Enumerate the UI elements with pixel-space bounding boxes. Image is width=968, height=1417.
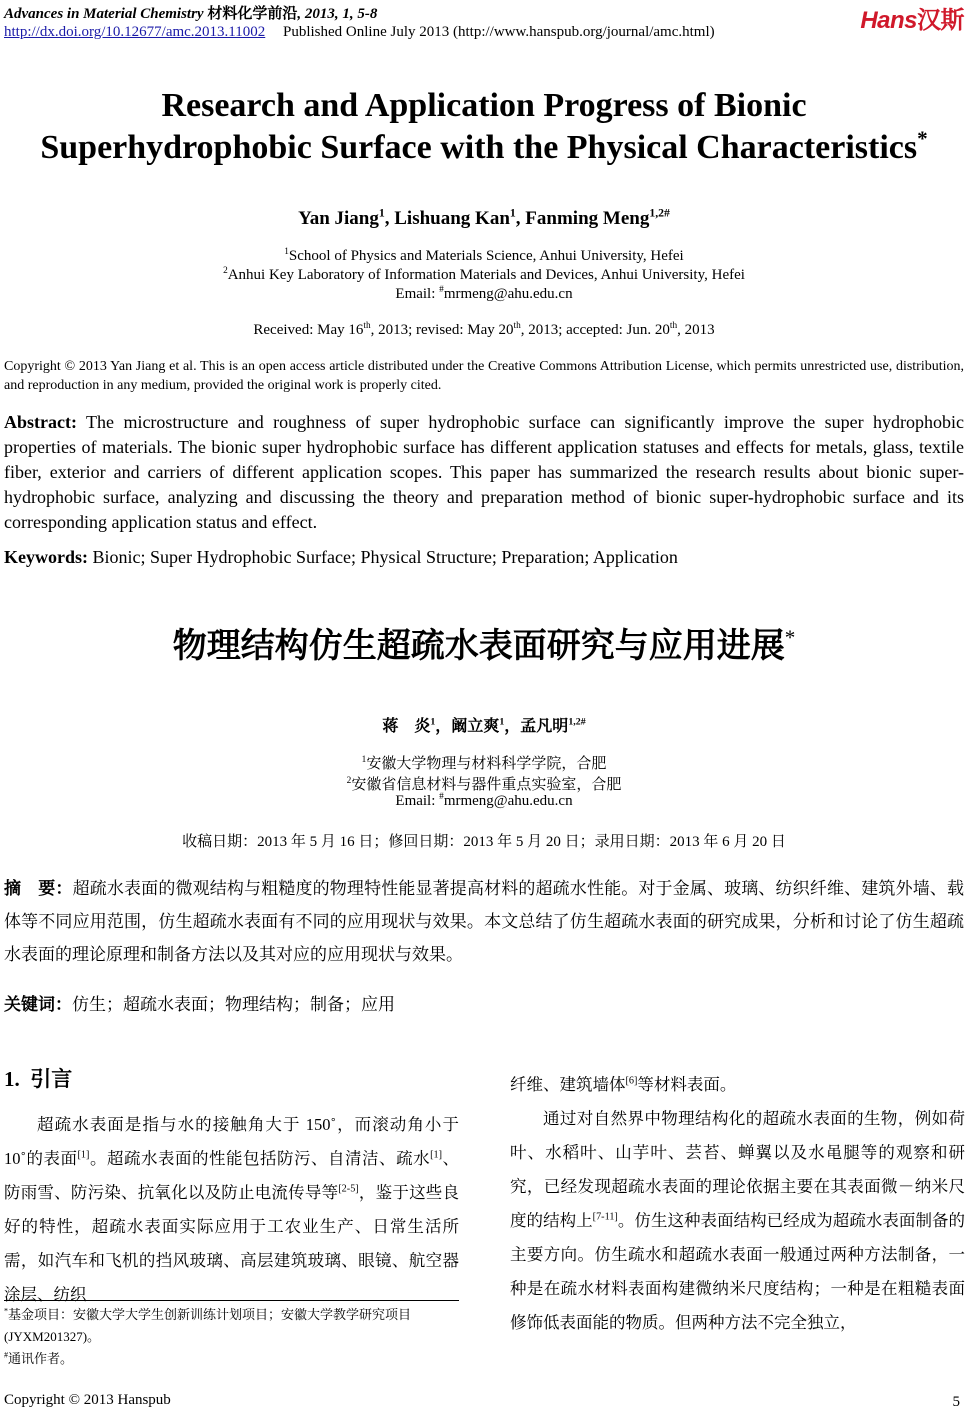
date-sup: th [669, 321, 678, 331]
zh-email-line [0, 793, 968, 810]
paragraph [510, 1102, 965, 1340]
footnote-funding [4, 1304, 459, 1348]
title-mark: * [917, 126, 928, 151]
date-accepted: , 2013; accepted: Jun. 20 [520, 322, 670, 338]
page-number: 5 [952, 1394, 960, 1410]
affiliation-1 [0, 248, 968, 265]
logo-text-en: Hans [860, 7, 917, 34]
zh-author-2-sup: 1 [499, 716, 505, 728]
zh-affiliation-2-sup: 2 [346, 776, 352, 786]
author-list [0, 208, 968, 230]
footnotes [4, 1304, 459, 1370]
chinese-abstract [4, 872, 964, 971]
abstract-text: The microstructure and roughness of super hydrophobic surface can significantly improve the super hydrophobic properties of materials. The bionic super hydrophobic surface has different application statuses and effects for metals, glass, textile fiber, exterior and carriers of different application scopes. This paper has summarized the research results about bionic super-hydrophobic surface, analyzing and discussing the theory and preparation method of bionic super-hydrophobic surface and its corresponding application status and effect. [4, 412, 964, 532]
citation-ref: [6] [625, 1075, 638, 1087]
chinese-author-list [0, 713, 968, 736]
journal-header [4, 2, 377, 23]
citation-ref: [1] [77, 1149, 90, 1161]
affiliation-2 [0, 267, 968, 284]
chinese-keywords [4, 990, 395, 1015]
doi-link[interactable]: http://dx.doi.org/10.12677/amc.2013.11002 [4, 24, 266, 40]
keywords-label: Keywords: [4, 547, 88, 567]
zh-email-address[interactable]: mrmeng@ahu.edu.cn [443, 793, 573, 809]
title-line-2 [0, 127, 968, 169]
zh-affiliation-1-text: 安徽大学物理与材料科学学院，合肥 [366, 756, 607, 772]
zh-keywords-label: 关键词： [4, 995, 72, 1014]
section-title: 引言 [30, 1067, 73, 1091]
date-revised: , 2013; revised: May 20 [370, 322, 514, 338]
affiliation-2-text: Anhui Key Laboratory of Information Materials and Devices, Anhui University, Hefei [227, 267, 745, 283]
author-1: Yan Jiang [298, 208, 379, 229]
chinese-title-text: 物理结构仿生超疏水表面研究与应用进展 [172, 626, 785, 666]
citation-ref: [1] [430, 1149, 443, 1161]
author-2: Lishuang Kan [394, 208, 510, 229]
zh-author-sep: ， [435, 718, 452, 735]
email-address[interactable]: mrmeng@ahu.edu.cn [443, 286, 573, 302]
date-sup: th [513, 321, 521, 331]
zh-keywords-text: 仿生；超疏水表面；物理结构；制备；应用 [72, 995, 395, 1014]
zh-affiliation-2 [0, 773, 968, 794]
journal-name: Advances in Material Chemistry [4, 6, 204, 22]
affiliation-1-text: School of Physics and Materials Science, Anhui University, Hefei [288, 248, 684, 264]
email-label: Email: [395, 286, 440, 302]
citation-ref: [7-11] [592, 1211, 618, 1223]
zh-author-sep: ， [504, 718, 521, 735]
header-links [4, 24, 715, 41]
abstract [4, 410, 964, 535]
author-sep: , [515, 208, 526, 229]
footnote-mark: * [4, 1306, 9, 1316]
email-line [0, 286, 968, 303]
footer-copyright: Copyright © 2013 Hanspub [4, 1392, 171, 1408]
footnote-mark: # [4, 1350, 9, 1360]
footnote-divider [4, 1300, 459, 1301]
email-sup: # [439, 285, 444, 295]
affiliation-1-sup: 1 [284, 247, 289, 257]
para-text: 通过对自然界中物理结构化的超疏水表面的生物，例如荷叶、水稻叶、山芋叶、芸苔、蝉翼以及水黾腿等的观察和研究，已经发现超疏水表面的理论依据主要在其表面微－纳米尺度的结构上 [510, 1109, 965, 1230]
chinese-title [0, 618, 968, 667]
zh-author-1: 蒋 炎 [382, 718, 431, 735]
zh-email-label: Email: [395, 793, 440, 809]
keywords [4, 547, 678, 568]
abstract-label: Abstract: [4, 412, 77, 432]
paragraph [4, 1108, 459, 1312]
para-text: ，鉴于这些良好的特性，超疏水表面实际应用于工农业生产、日常生活所需，如汽车和飞机的挡风玻璃、高层建筑玻璃、眼镜、航空器涂层、纺织 [4, 1183, 460, 1304]
body-right-column [510, 1068, 965, 1340]
zh-abstract-text: 超疏水表面的微观结构与粗糙度的物理特性能显著提高材料的超疏水性能。对于金属、玻璃、纺织纤维、建筑外墙、载体等不同应用范围，仿生超疏水表面有不同的应用现状与效果。本文总结了仿生超疏水表面的研究成果，分析和讨论了仿生超疏水表面的理论原理和制备方法以及其对应的应用现状与效果。 [4, 879, 965, 964]
hanspub-logo [860, 0, 964, 35]
para-text: 。仿生这种表面结构已经成为超疏水表面制备的主要方向。仿生疏水和超疏水表面一般通过两种方法制备，一种是在疏水材料表面构建微纳米尺度结构；一种是在粗糙表面修饰低表面能的物质。但两种方法不完全独立， [510, 1211, 966, 1332]
zh-author-3: 孟凡明 [520, 718, 569, 735]
footnote-corresponding [4, 1348, 459, 1370]
zh-dates: 收稿日期：2013 年 5 月 16 日；修回日期：2013 年 5 月 20 日；录用日期：2013 年 6 月 20 日 [182, 834, 786, 850]
author-sep: , [384, 208, 395, 229]
para-text: 等材料表面。 [637, 1075, 737, 1094]
para-text: 。超疏水表面的性能包括防污、自清洁、疏水 [89, 1149, 431, 1168]
date-received: Received: May 16 [253, 322, 364, 338]
author-2-sup: 1 [509, 206, 516, 220]
para-text: 纤维、建筑墙体 [510, 1075, 626, 1094]
zh-author-3-sup: 1,2# [568, 716, 586, 728]
published-online: Published Online July 2013 (http://www.hanspub.org/journal/amc.html) [283, 24, 715, 40]
keywords-text: Bionic; Super Hydrophobic Surface; Physical Structure; Preparation; Application [88, 547, 678, 567]
zh-affiliation-1-sup: 1 [361, 755, 367, 765]
title-line-1: Research and Application Progress of Bionic [161, 87, 807, 124]
zh-author-1-sup: 1 [430, 716, 436, 728]
date-sup: th [363, 321, 371, 331]
para-text: 超疏水表面是指与水的接触角大于 150˚，而滚动角小于 10˚的表面 [4, 1115, 459, 1168]
journal-name-zh: 材料化学前沿 [207, 6, 298, 22]
zh-affiliation-2-text: 安徽省信息材料与器件重点实验室，合肥 [351, 777, 622, 793]
citation-ref: [2-5] [338, 1183, 359, 1195]
para-text: 、防雨雪、防污染、抗氧化以及防止电流传导等 [4, 1149, 460, 1202]
zh-affiliation-1 [0, 752, 968, 773]
copyright-notice: Copyright © 2013 Yan Jiang et al. This is an open access article distributed under the Creative Commons Attribution License, which permits unrestricted use, distribution, and reproduction in any medium, provided the original work is properly cited. [4, 359, 964, 393]
section-number: 1. [4, 1067, 20, 1091]
footnote-text: 通讯作者。 [8, 1351, 74, 1366]
paragraph-continued [510, 1068, 965, 1102]
section-heading [4, 1063, 72, 1093]
received-dates [0, 322, 968, 339]
zh-email-sup: # [439, 792, 444, 802]
author-1-sup: 1 [378, 206, 385, 220]
affiliation-2-sup: 2 [223, 266, 228, 276]
body-left-column [4, 1108, 459, 1312]
author-3: Fanming Meng [525, 208, 650, 229]
author-3-sup: 1,2# [649, 206, 670, 220]
logo-text-zh: 汉斯 [917, 7, 964, 34]
date-end: , 2013 [677, 322, 715, 338]
journal-citation: , 2013, 1, 5-8 [297, 6, 378, 22]
zh-abstract-label: 摘 要： [4, 879, 73, 898]
chinese-title-mark: * [784, 625, 796, 650]
title-line-2-text: Superhydrophobic Surface with the Physical Characteristics [40, 129, 918, 166]
zh-author-2: 阚立爽 [451, 718, 500, 735]
footnote-text: 基金项目：安徽大学大学生创新训练计划项目；安徽大学教学研究项目(JYXM201327)。 [4, 1307, 412, 1344]
paper-title [0, 85, 968, 169]
